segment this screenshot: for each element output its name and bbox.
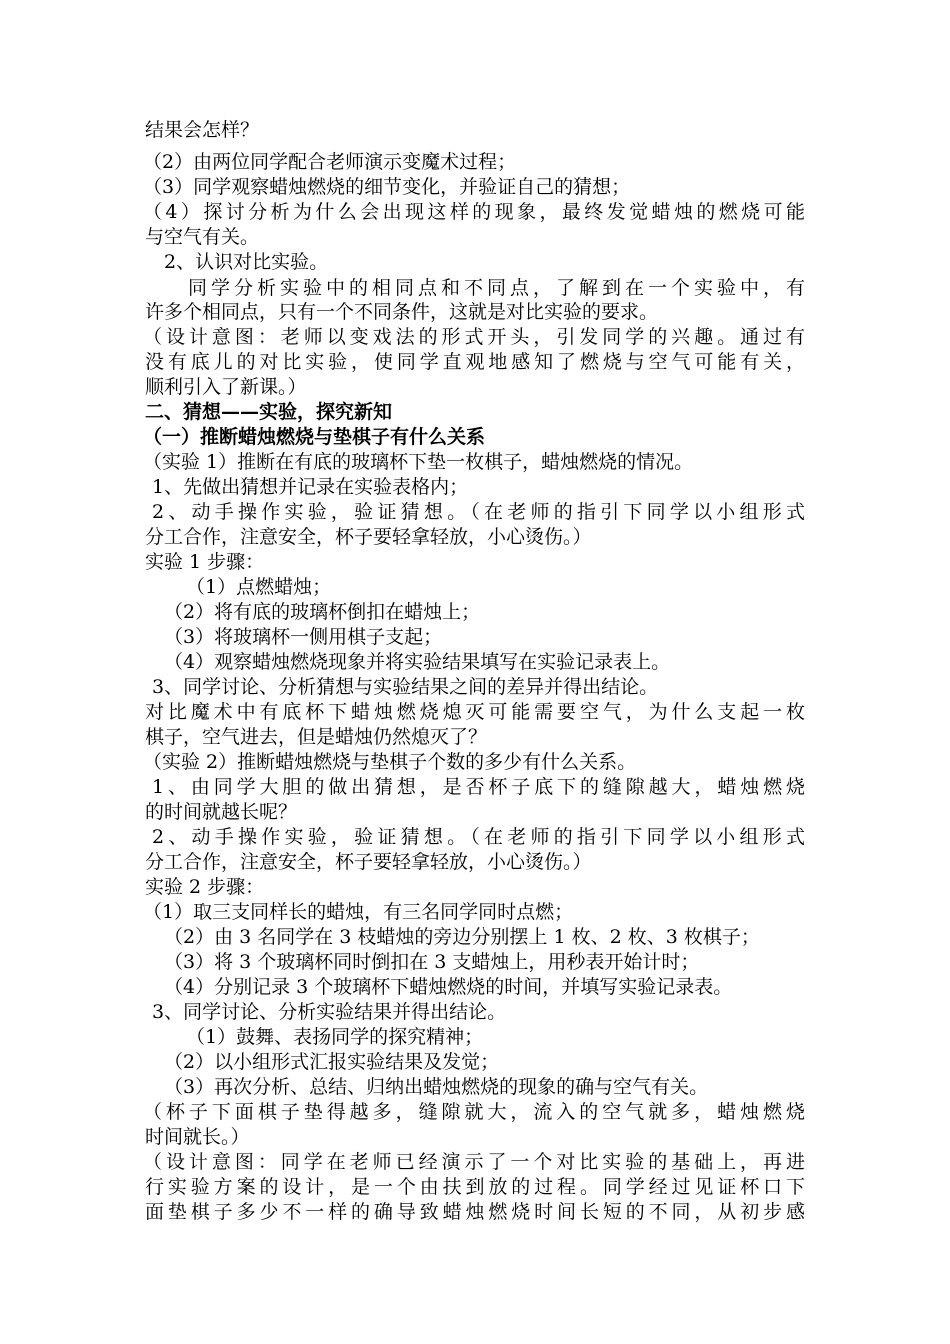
text-line: （设计意图：老师以变戏法的形式开头，引发同学的兴趣。通过有 [143, 326, 805, 348]
text-line: 分工合作，注意安全，杯子要轻拿轻放，小心烫伤。） [145, 526, 592, 548]
text-line: （设计意图：同学在老师已经演示了一个对比实验的基础上，再进 [143, 1151, 805, 1173]
text-line: （4）探讨分析为什么会出现这样的现象，最终发觉蜡烛的燃烧可能 [143, 201, 805, 223]
text-line: 实验 2 步骤： [145, 876, 265, 898]
text-line: （3）将 3 个玻璃杯同时倒扣在 3 支蜡烛上，用秒表开始计时； [164, 951, 700, 973]
text-line: （3）同学观察蜡烛燃烧的细节变化，并验证自己的猜想； [143, 176, 631, 198]
text-line: （2）以小组形式汇报实验结果及发觉； [164, 1051, 500, 1073]
text-line: 的时间就越长呢？ [145, 801, 298, 823]
text-line: 行实验方案的设计，是一个由扶到放的过程。同学经过见证杯口下 [145, 1176, 805, 1198]
text-line: 与空气有关。 [145, 226, 260, 248]
text-line: 2、动手操作实验，验证猜想。（在老师的指引下同学以小组形式 [152, 826, 805, 848]
text-line: 棋子，空气进去，但是蜡烛仍然熄灭了？ [145, 726, 488, 748]
text-line: （4）分别记录 3 个玻璃杯下蜡烛燃烧的时间，并填写实验记录表。 [164, 976, 733, 998]
text-line: 3、同学讨论、分析猜想与实验结果之间的差异并得出结论。 [152, 676, 659, 698]
text-line: 结果会怎样？ [145, 119, 260, 141]
text-line: （实验 1）推断在有底的玻璃杯下垫一枚棋子，蜡烛燃烧的情况。 [143, 451, 694, 473]
text-line: 实验 1 步骤： [145, 551, 265, 573]
text-line: （2）由两位同学配合老师演示变魔术过程； [143, 151, 517, 173]
text-line: （3）将玻璃杯一侧用棋子支起； [164, 626, 443, 648]
text-line: （3）再次分析、总结、归纳出蜡烛燃烧的现象的确与空气有关。 [164, 1076, 709, 1098]
text-line: （杯子下面棋子垫得越多，缝隙就大，流入的空气就多，蜡烛燃烧 [143, 1101, 805, 1123]
text-line: 1、先做出猜想并记录在实验表格内； [152, 476, 469, 498]
text-line: 时间就长。） [145, 1126, 250, 1148]
text-line: 3、同学讨论、分析实验结果并得出结论。 [152, 1001, 507, 1023]
text-line: （1）鼓舞、表扬同学的探究精神； [186, 1026, 484, 1048]
text-line: 对比魔术中有底杯下蜡烛燃烧熄灭可能需要空气，为什么支起一枚 [145, 701, 805, 723]
text-line: （4）观察蜡烛燃烧现象并将实验结果填写在实验记录表上。 [164, 651, 671, 673]
text-line: 1、由同学大胆的做出猜想，是否杯子底下的缝隙越大，蜡烛燃烧 [152, 776, 805, 798]
text-line: 许多个相同点，只有一个不同条件，这就是对比实验的要求。 [145, 301, 659, 323]
text-line: （2）由 3 名同学在 3 枝蜡烛的旁边分别摆上 1 枚、2 枚、3 枚棋子； [164, 926, 760, 948]
text-line: （2）将有底的玻璃杯倒扣在蜡烛上； [164, 601, 481, 623]
text-line: （1）取三支同样长的蜡烛，有三名同学同时点燃； [143, 901, 574, 923]
text-line: 2、动手操作实验，验证猜想。（在老师的指引下同学以小组形式 [152, 501, 805, 523]
text-line: 2、认识对比实验。 [164, 251, 329, 273]
text-line: 没有底儿的对比实验，使同学直观地感知了燃烧与空气可能有关， [145, 351, 805, 373]
text-line: 面垫棋子多少不一样的确导致蜡烛燃烧时间长短的不同，从初步感 [145, 1201, 805, 1223]
text-line: 分工合作，注意安全，杯子要轻拿轻放，小心烫伤。） [145, 851, 592, 873]
text-line: 同学分析实验中的相同点和不同点，了解到在一个实验中，有 [188, 277, 805, 299]
subsection-heading: （一）推断蜡烛燃烧与垫棋子有什么关系 [143, 426, 486, 448]
section-heading: 二、猜想——实验，探究新知 [145, 401, 393, 423]
text-line: （实验 2）推断蜡烛燃烧与垫棋子个数的多少有什么关系。 [143, 751, 637, 773]
text-line: （1）点燃蜡烛； [186, 576, 332, 598]
text-line: 顺利引入了新课。） [145, 376, 307, 398]
